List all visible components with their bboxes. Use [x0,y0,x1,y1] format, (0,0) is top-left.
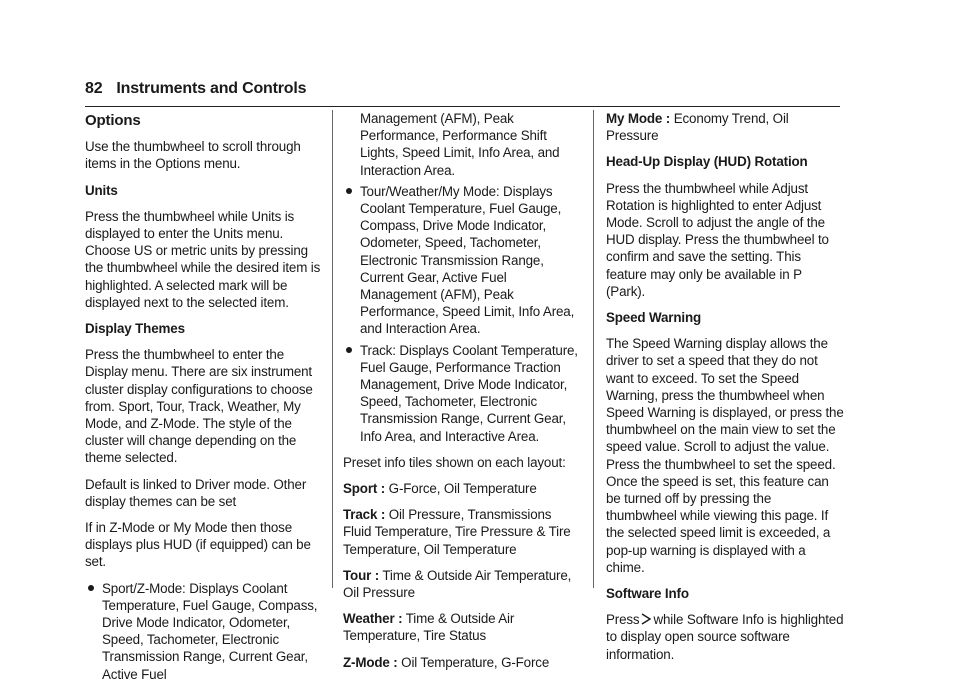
preset-weather [343,610,581,644]
preset-tour-label: Tour : [343,567,380,583]
preset-sport-value: G-Force, Oil Temperature [388,481,537,497]
page-header [85,80,840,107]
page-number: 82 [85,80,103,97]
preset-mymode-label: My Mode : [606,111,671,126]
preset-weather-value: Time & Outside Air Temperature, Tire Status [343,611,515,644]
preset-track-label: Track : [343,507,386,523]
software-info-text [606,611,844,663]
display-themes-text: Press the thumbwheel to enter the Display menu. There are six instrument cluster display configurations to choose from. Sport, Tour, Track, Weather, My Mode, and Z-Mode. The style of the cluster will change depending on the theme selected. [85,347,313,466]
preset-mymode [606,110,844,144]
display-themes-heading: Display Themes [85,321,185,337]
preset-track-value: Oil Pressure, Transmissions Fluid Temperature, Tire Pressure & Tire Temperature, Oil Temperature [343,507,571,557]
hud-rotation-heading: Head-Up Display (HUD) Rotation [606,154,808,170]
default-text: Default is linked to Driver mode. Other display themes can be set [85,476,307,509]
units-text: Press the thumbwheel while Units is displayed to enter the Units menu. Choose US or metric units by pressing the thumbwheel while the desired item is highlighted. A selected mark will be displayed next to the selected item. [85,208,321,310]
software-info-heading: Software Info [606,586,689,602]
bullet-sport-zmode [85,580,321,683]
software-info-description: while Software Info is highlighted to display open source software information. [606,612,844,662]
bullet-track [343,342,581,445]
speed-warning-heading: Speed Warning [606,310,702,326]
bullet-tour-weather-mymode [343,183,581,338]
preset-mymode-value: Economy Trend, Oil Pressure [606,111,789,144]
column-divider-1 [332,110,333,588]
preset-track [343,506,581,558]
chevron-right-icon [641,613,651,625]
preset-sport-label: Sport : [343,481,386,497]
preset-zmode-label: Z-Mode : [343,654,398,670]
preset-intro: Preset info tiles shown on each layout: [343,454,566,470]
software-press: Press [606,612,640,628]
preset-sport [343,480,581,497]
bullet-sport-zmode-text: Sport/Z-Mode: Displays Coolant Temperature, Fuel Gauge, Compass, Drive Mode Indicator, Odometer, Speed, Tachometer, Electronic Transmission Range, Current Gear, Active Fuel [102,580,318,682]
column-3 [606,110,844,672]
options-heading: Options [85,112,141,129]
section-title: Instruments and Controls [116,80,307,97]
column-divider-2 [593,110,594,588]
column-2 [343,110,581,680]
zmode-text: If in Z-Mode or My Mode then those displays plus HUD (if equipped) can be set. [85,520,311,570]
preset-zmode [343,654,581,671]
column-1 [85,110,321,687]
bullet-track-text: Track: Displays Coolant Temperature, Fuel Gauge, Performance Traction Management, Drive Mode Indicator, Speed, Tachometer, Electronic Transmission Range, Current Gear, Info Area, and Interactive Area. [360,342,578,444]
bullet-tour-weather-mymode-text: Tour/Weather/My Mode: Displays Coolant Temperature, Fuel Gauge, Compass, Drive Mode Indicator, Odometer, Speed, Tachometer, Electronic Transmission Range, Current Gear, Active Fuel Management (AFM), Peak Performance, Speed Limit, Info Area, and Interaction Area. [360,183,575,337]
preset-tour-value: Time & Outside Air Temperature, Oil Pressure [343,567,572,601]
preset-weather-label: Weather : [343,611,403,627]
preset-tour [343,567,581,601]
hud-rotation-text: Press the thumbwheel while Adjust Rotation is highlighted to enter Adjust Mode. Scroll to adjust the angle of the HUD display. Press the thumbwheel to confirm and save the setting. This feature may only be available in P (Park). [606,180,829,299]
bullet-sport-zmode-continued: Management (AFM), Peak Performance, Performance Shift Lights, Speed Limit, Info Area, and Interaction Area. [360,111,560,178]
preset-zmode-value: Oil Temperature, G-Force [401,654,550,670]
speed-warning-text: The Speed Warning display allows the driver to set a speed that they do not want to exceed. To set the Speed Warning, press the thumbwheel when Speed Warning is displayed, or press the thumbwheel on the main view to set the speed value. Scroll to adjust the value. Press the thumbwheel to set the speed. Once the speed is set, this feature can be turned off by pressing the thumbwheel while viewing this page. If the selected speed limit is exceeded, a pop-up warning is displayed with a chime. [606,336,844,575]
units-heading: Units [85,182,118,198]
options-intro: Use the thumbwheel to scroll through items in the Options menu. [85,139,301,172]
